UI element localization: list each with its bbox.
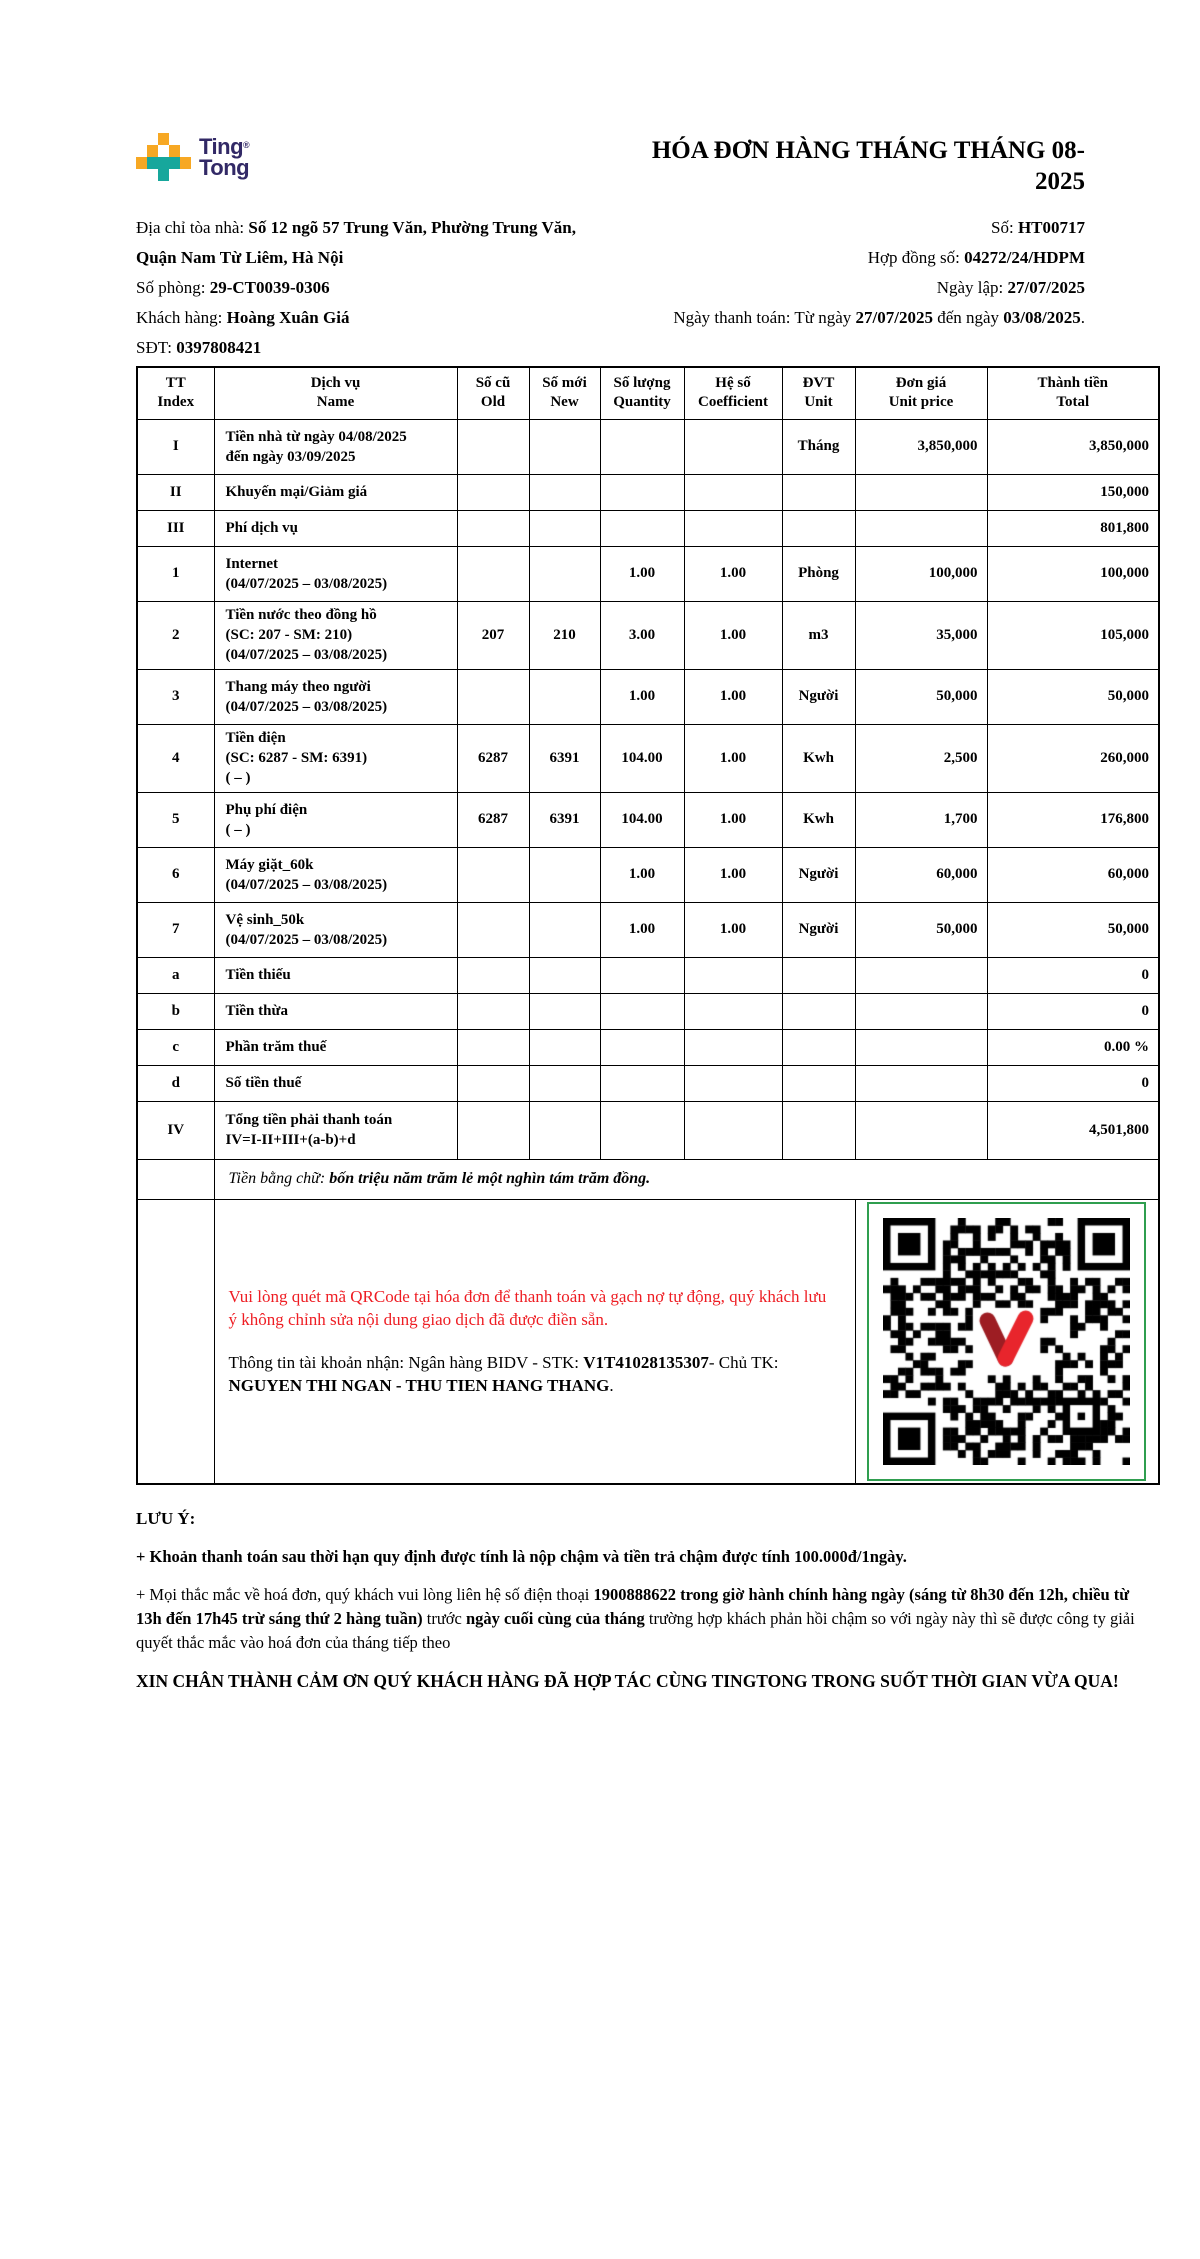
cell-index: 3 bbox=[137, 669, 214, 724]
service-name-line: Số tiền thuế bbox=[225, 1075, 302, 1091]
contract-number bbox=[636, 243, 1085, 273]
table-row bbox=[137, 993, 1159, 1029]
cell-total: 0 bbox=[987, 957, 1159, 993]
cell-new-reading: 210 bbox=[529, 601, 600, 669]
cell-new-reading bbox=[529, 419, 600, 474]
customer-name bbox=[136, 303, 636, 333]
cell-unit-price bbox=[855, 957, 987, 993]
bank-account-info bbox=[229, 1351, 837, 1397]
logo-pixel bbox=[169, 145, 180, 157]
hotline-note-text: trước bbox=[422, 1609, 466, 1628]
table-header-cell bbox=[214, 367, 457, 419]
service-name-line: Phần trăm thuế bbox=[225, 1039, 327, 1055]
logo-pixel bbox=[158, 133, 169, 145]
cell-total: 260,000 bbox=[987, 724, 1159, 792]
invoice-info-right bbox=[636, 213, 1085, 363]
cell-new-reading bbox=[529, 1101, 600, 1159]
header-label-vi: Thành tiền bbox=[1037, 375, 1108, 392]
header-label-en: Quantity bbox=[613, 394, 671, 411]
cell-quantity: 104.00 bbox=[600, 792, 684, 847]
cell-old-reading bbox=[457, 669, 529, 724]
cell-coefficient bbox=[684, 419, 782, 474]
invoice-number-label: Số: bbox=[991, 218, 1018, 237]
cell-quantity: 3.00 bbox=[600, 601, 684, 669]
cell-old-reading: 207 bbox=[457, 601, 529, 669]
invoice-number bbox=[636, 213, 1085, 243]
cell-unit-price bbox=[855, 1029, 987, 1065]
table-header-cell bbox=[855, 367, 987, 419]
table-row bbox=[137, 1029, 1159, 1065]
cell-total: 50,000 bbox=[987, 669, 1159, 724]
logo-pixel bbox=[147, 157, 180, 169]
cell-index: b bbox=[137, 993, 214, 1029]
building-address bbox=[136, 213, 636, 273]
cell-unit-price: 50,000 bbox=[855, 902, 987, 957]
header-label-en: New bbox=[550, 394, 579, 411]
cell-unit-price bbox=[855, 1065, 987, 1101]
cell-old-reading bbox=[457, 510, 529, 546]
cell-index: II bbox=[137, 474, 214, 510]
cell-service-name bbox=[214, 669, 457, 724]
cell-total: 60,000 bbox=[987, 847, 1159, 902]
cell-unit bbox=[782, 1065, 855, 1101]
cell-total: 4,501,800 bbox=[987, 1101, 1159, 1159]
cell-unit: Phòng bbox=[782, 546, 855, 601]
customer-phone bbox=[136, 333, 636, 363]
cell-coefficient: 1.00 bbox=[684, 902, 782, 957]
cell-total: 100,000 bbox=[987, 546, 1159, 601]
cell-new-reading: 6391 bbox=[529, 792, 600, 847]
contract-number-label: Hợp đồng số: bbox=[867, 248, 965, 267]
cell-unit bbox=[782, 1029, 855, 1065]
logo-pixel bbox=[136, 157, 147, 169]
cell-total: 176,800 bbox=[987, 792, 1159, 847]
payment-period-end: . bbox=[1080, 308, 1085, 327]
table-row bbox=[137, 724, 1159, 792]
cell-coefficient bbox=[684, 993, 782, 1029]
cell-unit bbox=[782, 993, 855, 1029]
amount-in-words-row bbox=[137, 1159, 1159, 1199]
invoice-number-value: HT00717 bbox=[1017, 218, 1085, 237]
cell-service-name bbox=[214, 474, 457, 510]
qr-code-frame bbox=[867, 1202, 1146, 1481]
cell-index: 6 bbox=[137, 847, 214, 902]
cell-new-reading bbox=[529, 993, 600, 1029]
building-address-label: Địa chỉ tòa nhà: bbox=[136, 218, 249, 237]
cell-old-reading bbox=[457, 546, 529, 601]
cell-unit: m3 bbox=[782, 601, 855, 669]
cell-total: 50,000 bbox=[987, 902, 1159, 957]
cell-quantity bbox=[600, 419, 684, 474]
cell-index: 4 bbox=[137, 724, 214, 792]
notes-title: LƯU Ý: bbox=[136, 1509, 196, 1528]
cell-coefficient bbox=[684, 1029, 782, 1065]
trademark-symbol: ® bbox=[243, 140, 250, 150]
payment-row bbox=[137, 1199, 1159, 1484]
page-title-line1: HÓA ĐƠN HÀNG THÁNG THÁNG 08- bbox=[651, 137, 1085, 164]
service-name-line: (04/07/2025 – 03/08/2025) bbox=[225, 931, 388, 948]
cell-unit-price: 1,700 bbox=[855, 792, 987, 847]
customer-phone-value: 0397808421 bbox=[176, 338, 262, 357]
header-label-en: Name bbox=[316, 394, 355, 411]
tingtong-wordmark bbox=[199, 135, 249, 178]
cell-new-reading bbox=[529, 669, 600, 724]
cell-old-reading bbox=[457, 902, 529, 957]
payment-instructions bbox=[214, 1199, 855, 1484]
table-row bbox=[137, 419, 1159, 474]
bank-account-label: Thông tin tài khoản nhận: Ngân hàng BIDV - STK: bbox=[228, 1353, 584, 1373]
page-title-line2: 2025 bbox=[1035, 168, 1085, 195]
service-name-line: (SC: 6287 - SM: 6391) bbox=[225, 750, 368, 766]
tingtong-logo bbox=[136, 133, 249, 181]
customer-name-label: Khách hàng: bbox=[136, 308, 227, 327]
cell-new-reading bbox=[529, 957, 600, 993]
service-name-line: ( – ) bbox=[225, 770, 251, 786]
service-name-line: Internet bbox=[225, 555, 278, 572]
service-name-line: IV=I-II+III+(a-b)+d bbox=[225, 1132, 356, 1148]
service-name-line: Tiền thừa bbox=[225, 1003, 288, 1019]
header-label-vi: Đơn giá bbox=[895, 375, 947, 392]
service-name-line: đến ngày 03/09/2025 bbox=[225, 448, 356, 465]
invoice-header bbox=[136, 0, 1157, 197]
cell-coefficient: 1.00 bbox=[684, 847, 782, 902]
header-label-vi: Số lượng bbox=[613, 375, 671, 392]
cell-index bbox=[137, 1159, 214, 1199]
cell-service-name bbox=[214, 601, 457, 669]
cell-service-name bbox=[214, 419, 457, 474]
header-label-vi: TT bbox=[165, 375, 186, 392]
hotline-note-text: + Mọi thắc mắc về hoá đơn, quý khách vui lòng liên hệ số điện thoại bbox=[136, 1585, 594, 1604]
service-name-line: (04/07/2025 – 03/08/2025) bbox=[225, 876, 388, 893]
table-row bbox=[137, 1065, 1159, 1101]
cell-unit bbox=[782, 957, 855, 993]
cell-coefficient: 1.00 bbox=[684, 601, 782, 669]
cell-unit: Người bbox=[782, 847, 855, 902]
cell-coefficient: 1.00 bbox=[684, 792, 782, 847]
cell-total: 150,000 bbox=[987, 474, 1159, 510]
table-row bbox=[137, 546, 1159, 601]
cell-total: 801,800 bbox=[987, 510, 1159, 546]
bank-account-number: V1T41028135307 bbox=[583, 1353, 709, 1373]
cell-quantity: 1.00 bbox=[600, 669, 684, 724]
table-row bbox=[137, 669, 1159, 724]
room-number bbox=[136, 273, 636, 303]
cell-service-name bbox=[214, 957, 457, 993]
cell-service-name bbox=[214, 724, 457, 792]
cell-old-reading bbox=[457, 957, 529, 993]
bank-account-end: . bbox=[609, 1376, 614, 1396]
cell-quantity bbox=[600, 993, 684, 1029]
deadline-text: ngày cuối cùng của tháng bbox=[465, 1609, 645, 1628]
logo-word-ting: Ting bbox=[199, 134, 244, 159]
cell-new-reading bbox=[529, 847, 600, 902]
cell-coefficient bbox=[684, 510, 782, 546]
invoice-info bbox=[136, 213, 1085, 363]
cell-index: d bbox=[137, 1065, 214, 1101]
service-name-line: (04/07/2025 – 03/08/2025) bbox=[225, 575, 388, 592]
room-number-label: Số phòng: bbox=[136, 278, 210, 297]
cell-unit: Tháng bbox=[782, 419, 855, 474]
payment-period-mid: đến ngày bbox=[932, 308, 1004, 327]
tingtong-logo-icon bbox=[136, 133, 191, 181]
cell-service-name bbox=[214, 993, 457, 1029]
cell-quantity bbox=[600, 474, 684, 510]
table-header-cell bbox=[457, 367, 529, 419]
cell-new-reading bbox=[529, 902, 600, 957]
header-label-vi: Dịch vụ bbox=[310, 375, 361, 392]
cell-unit-price: 100,000 bbox=[855, 546, 987, 601]
cell-unit bbox=[782, 474, 855, 510]
table-row bbox=[137, 474, 1159, 510]
cell-unit-price: 2,500 bbox=[855, 724, 987, 792]
cell-unit: Người bbox=[782, 902, 855, 957]
cell-old-reading: 6287 bbox=[457, 792, 529, 847]
cell-index: III bbox=[137, 510, 214, 546]
cell-total: 0 bbox=[987, 993, 1159, 1029]
header-label-vi: Hệ số bbox=[715, 375, 751, 392]
cell-new-reading: 6391 bbox=[529, 724, 600, 792]
hotline-number: 1900888622 trong giờ hành chính hàng ngày (sáng từ 8h30 đến 12h, chiều từ 13h đến 17h45 trừ sáng thứ 2 hàng tuần) bbox=[136, 1585, 1130, 1628]
table-header-cell bbox=[137, 367, 214, 419]
qr-code-cell bbox=[855, 1199, 1159, 1484]
cell-service-name bbox=[214, 1101, 457, 1159]
cell-index: 5 bbox=[137, 792, 214, 847]
hotline-note-text: trường hợp khách phản hồi chậm so với ngày này thì sẽ được công ty giải quyết thắc mắc vào hoá đơn của tháng tiếp theo bbox=[136, 1609, 1135, 1652]
cell-service-name bbox=[214, 902, 457, 957]
logo-pixel bbox=[180, 157, 191, 169]
cell-unit-price bbox=[855, 1101, 987, 1159]
room-number-value: 29-CT0039-0306 bbox=[209, 278, 330, 297]
table-header-cell bbox=[529, 367, 600, 419]
cell-coefficient: 1.00 bbox=[684, 669, 782, 724]
payment-period-to: 03/08/2025 bbox=[1003, 308, 1081, 327]
cell-coefficient: 1.00 bbox=[684, 546, 782, 601]
cell-old-reading bbox=[457, 474, 529, 510]
building-address-line2: Quận Nam Từ Liêm, Hà Nội bbox=[136, 248, 344, 267]
cell-unit: Người bbox=[782, 669, 855, 724]
customer-phone-label: SĐT: bbox=[136, 338, 177, 357]
cell-quantity bbox=[600, 1101, 684, 1159]
thanks-note: XIN CHÂN THÀNH CẢM ƠN QUÝ KHÁCH HÀNG ĐÃ HỢP TÁC CÙNG TINGTONG TRONG SUỐT THỜI GIAN VỪA QUA! bbox=[136, 1671, 1119, 1691]
hotline-note bbox=[136, 1583, 1142, 1655]
cell-new-reading bbox=[529, 474, 600, 510]
cell-quantity bbox=[600, 1065, 684, 1101]
cell-old-reading bbox=[457, 1029, 529, 1065]
cell-coefficient: 1.00 bbox=[684, 724, 782, 792]
amount-in-words bbox=[214, 1159, 1159, 1199]
cell-service-name bbox=[214, 1029, 457, 1065]
table-header-cell bbox=[684, 367, 782, 419]
cell-service-name bbox=[214, 847, 457, 902]
customer-name-value: Hoàng Xuân Giá bbox=[226, 308, 350, 327]
service-name-line: Tổng tiền phải thanh toán bbox=[225, 1112, 393, 1128]
contract-number-value: 04272/24/HDPM bbox=[964, 248, 1085, 267]
cell-quantity bbox=[600, 510, 684, 546]
header-label-en: Unit bbox=[804, 394, 833, 411]
table-header-row bbox=[137, 367, 1159, 419]
cell-unit bbox=[782, 510, 855, 546]
header-label-vi: Số mới bbox=[542, 375, 587, 392]
service-name-line: Tiền nhà từ ngày 04/08/2025 bbox=[225, 428, 407, 445]
service-name-line: Vệ sinh_50k bbox=[225, 911, 305, 928]
cell-service-name bbox=[214, 1065, 457, 1101]
cell-coefficient bbox=[684, 957, 782, 993]
cell-unit-price: 60,000 bbox=[855, 847, 987, 902]
cell-unit-price bbox=[855, 510, 987, 546]
table-row bbox=[137, 601, 1159, 669]
header-label-en: Unit price bbox=[888, 394, 954, 411]
cell-quantity: 1.00 bbox=[600, 902, 684, 957]
logo-pixel bbox=[147, 145, 158, 157]
service-name-line: Phí dịch vụ bbox=[225, 520, 299, 536]
table-row bbox=[137, 902, 1159, 957]
cell-unit-price bbox=[855, 993, 987, 1029]
cell-index: 2 bbox=[137, 601, 214, 669]
payment-period bbox=[636, 303, 1085, 333]
cell-service-name bbox=[214, 546, 457, 601]
page-title bbox=[525, 135, 1085, 197]
cell-old-reading bbox=[457, 847, 529, 902]
late-payment-note: + Khoản thanh toán sau thời hạn quy định được tính là nộp chậm và tiền trả chậm được tính 100.000đ/1ngày. bbox=[136, 1547, 907, 1566]
bank-account-mid: - Chủ TK: bbox=[708, 1353, 779, 1373]
cell-new-reading bbox=[529, 1029, 600, 1065]
cell-service-name bbox=[214, 792, 457, 847]
issue-date-label: Ngày lập: bbox=[936, 278, 1008, 297]
cell-old-reading: 6287 bbox=[457, 724, 529, 792]
service-name-line: Tiền nước theo đồng hồ bbox=[225, 607, 377, 623]
service-name-line: (04/07/2025 – 03/08/2025) bbox=[225, 647, 388, 663]
cell-old-reading bbox=[457, 419, 529, 474]
table-header-cell bbox=[782, 367, 855, 419]
cell-unit-price: 50,000 bbox=[855, 669, 987, 724]
cell-index: c bbox=[137, 1029, 214, 1065]
issue-date bbox=[636, 273, 1085, 303]
header-label-en: Total bbox=[1056, 394, 1090, 411]
cell-total: 3,850,000 bbox=[987, 419, 1159, 474]
qr-code bbox=[883, 1218, 1130, 1465]
logo-pixel bbox=[158, 169, 169, 181]
cell-index: a bbox=[137, 957, 214, 993]
cell-quantity: 104.00 bbox=[600, 724, 684, 792]
table-header-cell bbox=[600, 367, 684, 419]
cell-new-reading bbox=[529, 546, 600, 601]
cell-total: 0.00 % bbox=[987, 1029, 1159, 1065]
header-label-en: Old bbox=[480, 394, 506, 411]
service-name-line: ( – ) bbox=[225, 821, 251, 838]
cell-quantity: 1.00 bbox=[600, 546, 684, 601]
service-name-line: Phụ phí điện bbox=[225, 801, 308, 818]
cell-unit: Kwh bbox=[782, 724, 855, 792]
cell-unit-price: 35,000 bbox=[855, 601, 987, 669]
table-row bbox=[137, 792, 1159, 847]
building-address-line1: Số 12 ngõ 57 Trung Văn, Phường Trung Văn, bbox=[248, 218, 576, 237]
header-label-vi: ĐVT bbox=[802, 375, 835, 392]
service-name-line: (SC: 207 - SM: 210) bbox=[225, 627, 353, 643]
service-name-line: (04/07/2025 – 03/08/2025) bbox=[225, 698, 388, 715]
table-row bbox=[137, 957, 1159, 993]
cell-index: I bbox=[137, 419, 214, 474]
issue-date-value: 27/07/2025 bbox=[1007, 278, 1085, 297]
qr-scan-note: Vui lòng quét mã QRCode tại hóa đơn để thanh toán và gạch nợ tự động, quý khách lưu ý không chỉnh sửa nội dung giao dịch đã được điền sẵn. bbox=[228, 1287, 827, 1330]
cell-coefficient bbox=[684, 1101, 782, 1159]
amount-in-words-value: bốn triệu năm trăm lẻ một nghìn tám trăm đồng. bbox=[329, 1170, 651, 1187]
cell-service-name bbox=[214, 510, 457, 546]
cell-unit-price: 3,850,000 bbox=[855, 419, 987, 474]
cell-index: 7 bbox=[137, 902, 214, 957]
service-name-line: Tiền điện bbox=[225, 730, 286, 746]
cell-unit bbox=[782, 1101, 855, 1159]
table-row bbox=[137, 510, 1159, 546]
invoice-info-left bbox=[136, 213, 636, 363]
cell-total: 0 bbox=[987, 1065, 1159, 1101]
logo-word-tong: Tong bbox=[199, 155, 250, 180]
cell-quantity: 1.00 bbox=[600, 847, 684, 902]
table-row bbox=[137, 1101, 1159, 1159]
header-label-vi: Số cũ bbox=[475, 375, 511, 392]
cell-index bbox=[137, 1199, 214, 1484]
cell-old-reading bbox=[457, 1065, 529, 1101]
service-name-line: Máy giặt_60k bbox=[225, 856, 314, 873]
cell-coefficient bbox=[684, 1065, 782, 1101]
bank-account-holder: NGUYEN THI NGAN - THU TIEN HANG THANG bbox=[228, 1376, 610, 1396]
service-name-line: Thang máy theo người bbox=[225, 678, 371, 695]
service-name-line: Tiền thiếu bbox=[225, 967, 291, 983]
service-name-line: Khuyến mại/Giảm giá bbox=[225, 484, 368, 500]
cell-quantity bbox=[600, 1029, 684, 1065]
cell-index: 1 bbox=[137, 546, 214, 601]
payment-period-label: Ngày thanh toán: Từ ngày bbox=[673, 308, 856, 327]
cell-new-reading bbox=[529, 1065, 600, 1101]
cell-old-reading bbox=[457, 1101, 529, 1159]
invoice-table bbox=[136, 366, 1160, 1485]
amount-in-words-label: Tiền bằng chữ: bbox=[228, 1170, 330, 1187]
table-row bbox=[137, 847, 1159, 902]
cell-quantity bbox=[600, 957, 684, 993]
cell-unit-price bbox=[855, 474, 987, 510]
cell-coefficient bbox=[684, 474, 782, 510]
cell-new-reading bbox=[529, 510, 600, 546]
header-label-en: Coefficient bbox=[698, 394, 768, 411]
invoice-notes bbox=[136, 1509, 1157, 1694]
table-header-cell bbox=[987, 367, 1159, 419]
cell-index: IV bbox=[137, 1101, 214, 1159]
cell-total: 105,000 bbox=[987, 601, 1159, 669]
header-label-en: Index bbox=[157, 394, 195, 411]
payment-period-from: 27/07/2025 bbox=[855, 308, 933, 327]
cell-old-reading bbox=[457, 993, 529, 1029]
cell-unit: Kwh bbox=[782, 792, 855, 847]
